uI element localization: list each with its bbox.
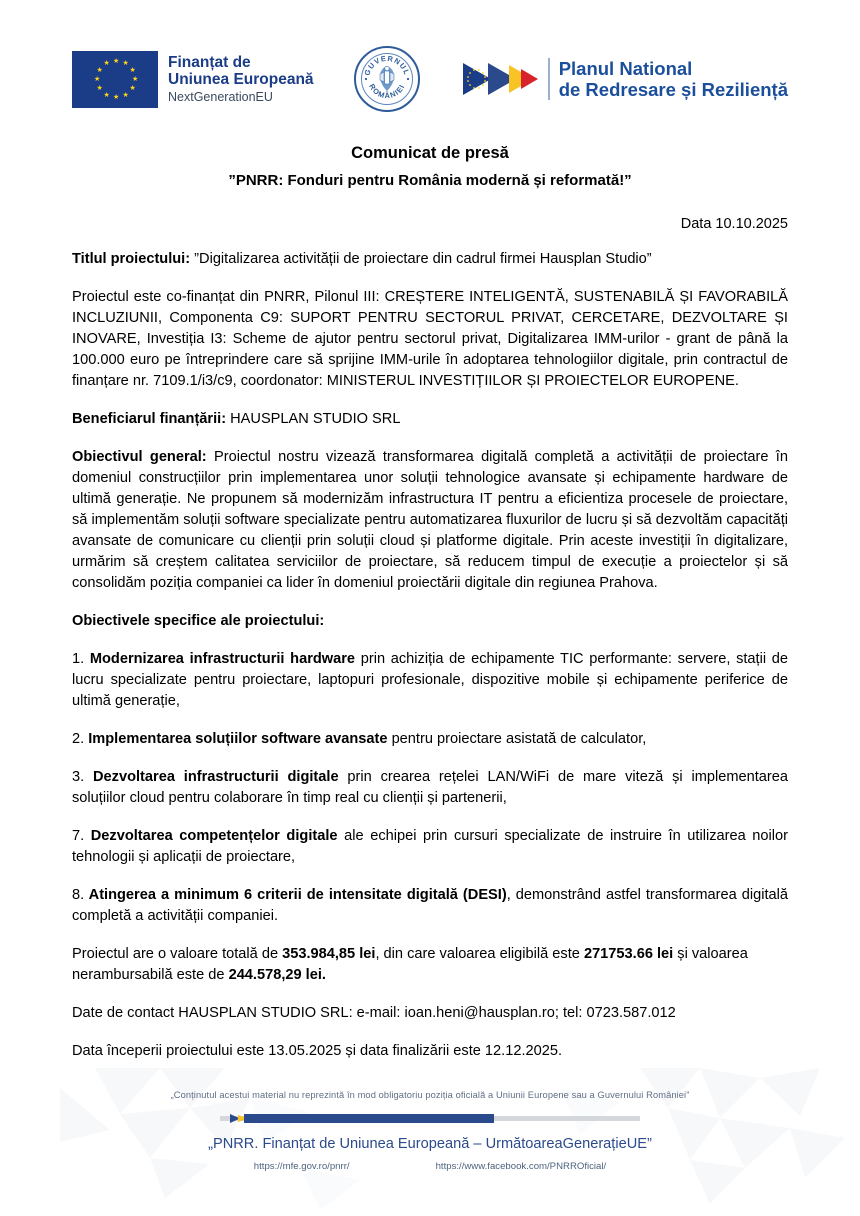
document-footer	[0, 1068, 860, 1216]
objective-bold-text: Dezvoltarea infrastructurii digitale	[84, 769, 339, 785]
specific-objectives-heading: Obiectivele specifice ale proiectului:	[72, 613, 325, 629]
objective-bold-text: Implementarea soluțiilor software avansate	[84, 731, 388, 747]
project-title-label: Titlul proiectului:	[72, 251, 191, 267]
objective-rest-text: prin crearea rețelei LAN/WiFi de mare viteză și implementarea soluțiilor cloud pentru colaborare în timp real cu clienții și partenerii,	[72, 769, 788, 806]
document-date: Data 10.10.2025	[680, 216, 788, 232]
beneficiary-label: Beneficiarul finanțării:	[72, 411, 227, 427]
objective-rest-text: ale echipei prin cursuri specializate de instruire în utilizarea noilor tehnologii și aplicații de proiectare,	[72, 828, 788, 865]
beneficiary-line	[72, 392, 788, 430]
objective-number: 8.	[72, 887, 85, 903]
contact-line: Date de contact HAUSPLAN STUDIO SRL: e-mail: ioan.heni@hausplan.ro; tel: 0723.587.012	[72, 1005, 676, 1021]
page-title: Comunicat de presă	[351, 144, 509, 162]
budget-text-2: , din care valoarea eligibilă este	[375, 946, 584, 962]
objective-rest-text: prin achiziția de echipamente TIC performante: servere, stații de lucru specializate pentru proiectare, laptopuri profesionale, dispozitive mobile și echipamente periferice de ultimă generație,	[72, 651, 788, 709]
objective-item	[72, 809, 788, 868]
project-title-value: ”Digitalizarea activității de proiectare din cadrul firmei Hausplan Studio”	[194, 251, 652, 267]
eu-flag-icon: ★ ★ ★ ★ ★ ★ ★ ★ ★ ★ ★ ★	[72, 51, 158, 108]
svg-text:ROMÂNIEI: ROMÂNIEI	[367, 82, 407, 101]
eu-logo-line2: Uniunea Europeană	[168, 71, 314, 88]
footer-links	[0, 1161, 860, 1172]
page-subtitle: ”PNRR: Fonduri pentru România modernă și reformată!”	[228, 172, 632, 189]
footer-bar-fill	[244, 1114, 494, 1123]
eu-logo-line3: NextGenerationEU	[168, 90, 273, 105]
seal-emblem	[356, 48, 418, 110]
general-objective-label: Obiectivul general:	[72, 449, 207, 465]
pnrr-arrows-icon	[461, 59, 539, 99]
logo-bar	[72, 0, 788, 118]
footer-tagline: „PNRR. Finanțat de Uniunea Europeană – UrmătoareaGenerațieUE”	[208, 1136, 652, 1152]
objective-bold-text: Atingerea a minimum 6 criterii de intensitate digitală (DESI)	[84, 887, 507, 903]
objective-bold-text: Modernizarea infrastructurii hardware	[84, 651, 356, 667]
pnrr-logo-text	[559, 58, 788, 101]
beneficiary-value: HAUSPLAN STUDIO SRL	[226, 411, 401, 427]
objective-number: 1.	[72, 651, 85, 667]
objective-rest-text: , demonstrând astfel transformarea digitală completă a activității companiei.	[72, 887, 788, 924]
financing-paragraph: Proiectul este co-finanțat din PNRR, Pilonul III: CREȘTERE INTELIGENTĂ, SUSTENABILĂ ȘI FAVORABILĂ INCLUZIUNII, Componenta C9: SUPORT PENTRU SECTORUL PRIVAT, CERCETARE, DEZVOLTARE ȘI INOVARE, Investiția I3: Scheme de ajutor pentru sectorul privat, Digitalizarea IMM-urilor - grant de până la 100.000 euro pe întreprindere care să sprijine IMM-urile în adoptarea tehnologiilor digitale, prin contractul de finanțare nr. 7109.1/i3/c9, coordonator: MINISTERUL INVESTIȚIILOR ȘI PROIECTELOR EUROPENE.	[72, 289, 788, 389]
objective-item	[72, 750, 788, 809]
budget-paragraph	[72, 927, 788, 986]
project-dates-line: Data începerii proiectului este 13.05.2025 și data finalizării este 12.12.2025.	[72, 1043, 563, 1059]
footer-link-mfe[interactable]: https://mfe.gov.ro/pnrr/	[253, 1161, 350, 1172]
budget-eligible-value: 271753.66 lei	[583, 946, 674, 962]
project-title-line	[72, 232, 788, 270]
objective-item	[72, 712, 788, 750]
objective-bold-text: Dezvoltarea competențelor digitale	[84, 828, 338, 844]
footer-disclaimer: „Conținutul acestui material nu reprezintă în mod obligatoriu poziția oficială a Uniunii Europene sau a Guvernului României”	[170, 1090, 690, 1100]
general-objective-paragraph	[72, 430, 788, 594]
objective-item	[72, 632, 788, 712]
pnrr-logo-line1: Planul National	[558, 57, 693, 79]
objective-number: 2.	[72, 731, 85, 747]
budget-text-1: Proiectul are o valoare totală de	[72, 946, 283, 962]
objective-item	[72, 868, 788, 927]
eu-funding-logo	[72, 51, 314, 108]
budget-text-3: și valoarea nerambursabilă este de	[72, 946, 748, 983]
pnrr-logo-divider	[548, 58, 550, 100]
pnrr-logo-line2: de Redresare și Reziliență	[558, 79, 788, 100]
footer-link-facebook[interactable]: https://www.facebook.com/PNRROficial/	[435, 1161, 607, 1172]
svg-text:GUVERNUL: GUVERNUL	[362, 53, 412, 77]
eu-logo-text	[168, 54, 314, 105]
eu-logo-line1: Finanțat de	[168, 53, 251, 71]
pnrr-logo	[461, 58, 788, 101]
budget-total-value: 353.984,85 lei	[282, 946, 376, 962]
budget-nonrefundable-value: 244.578,29 lei.	[228, 967, 326, 983]
objective-rest-text: pentru proiectare asistată de calculator,	[387, 731, 647, 747]
footer-progress-bar	[220, 1114, 640, 1123]
objective-number: 3.	[72, 769, 85, 785]
romanian-government-seal-icon	[354, 46, 420, 112]
general-objective-value: Proiectul nostru vizează transformarea digitală completă a activității de proiectare în domeniul construcțiilor prin implementarea unor soluții tehnologice avansate și echipamente hardware de ultimă generație. Ne propunem să modernizăm infrastructura IT pentru a eficientiza procesele de proiectare, să implementăm soluții software specializate pentru automatizarea fluxurilor de lucru și să dezvoltăm capacități avansate de comunicare cu clienții prin soluții cloud și platforme digitale. Prin aceste investiții în digitalizare, urmărim să creștem calitatea serviciilor de proiectare, să reducem timpul de execuție a proiectelor și să consolidăm poziția companiei ca lider în domeniul proiectării digitale din regiunea Prahova.	[72, 449, 788, 591]
objective-number: 7.	[72, 828, 85, 844]
